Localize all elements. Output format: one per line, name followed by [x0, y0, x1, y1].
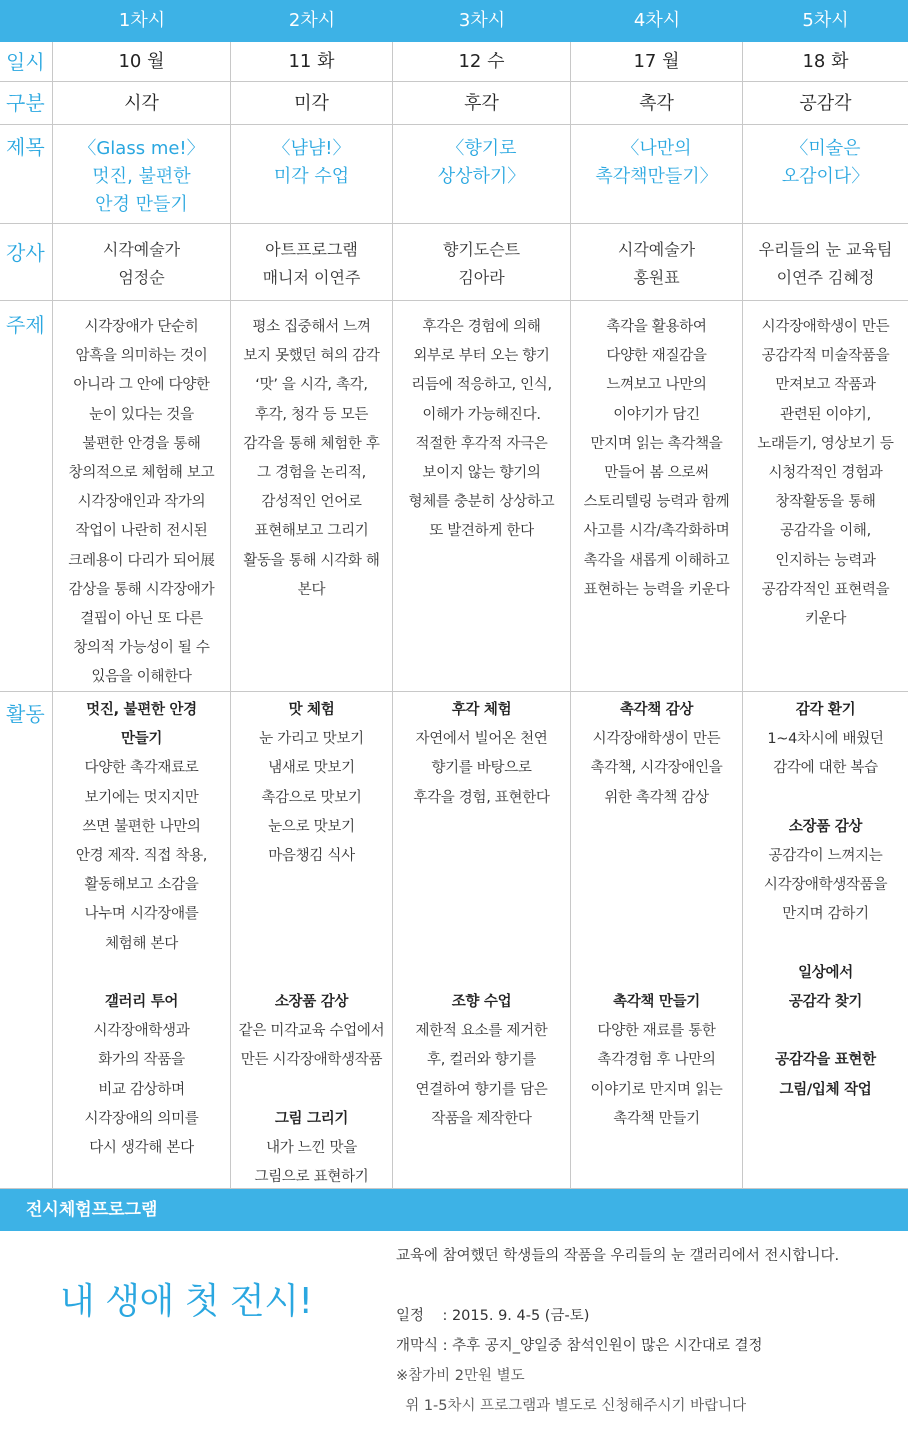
activity-title: 일상에서 공감각 찾기	[788, 964, 863, 1010]
activity-body: 1~4차시에 배웠던 감각에 대한 복습	[767, 731, 884, 777]
instructor-cell-5: 우리들의 눈 교육팀 이연주 김혜정	[758, 240, 893, 287]
date-label: 일시	[0, 42, 53, 81]
topic-cell-1: 시각장애가 단순히 암흑을 의미하는 것이 아니라 그 안에 다양한 눈이 있다는 것을 불편한 안경을 통해 창의적으로 체험해 보고 시각장애인과 작가의 작업이 나란히 전시된 크레용이 다리가 되어展 감상을 통해 시각장애가 결핍이 아닌 또 다른 창의적 가능성이 될 수 있음을 이해한다	[53, 301, 231, 691]
exhibition-bar	[0, 1189, 908, 1231]
activity-title: 촉각책 만들기	[613, 993, 700, 1010]
activity-body: 같은 미각교육 수업에서 만든 시각장애학생작품	[238, 1023, 385, 1069]
category-row	[0, 82, 908, 125]
exhibition-apply-note: 위 1-5차시 프로그램과 별도로 신청해주시기 바랍니다	[396, 1398, 747, 1414]
activity-body: 자연에서 빌어온 천연 향기를 바탕으로 후각을 경험, 표현한다	[413, 731, 550, 806]
activity-title: 그림 그리기	[274, 1110, 349, 1127]
instructor-cell-3: 향기도슨트 김아라	[393, 224, 571, 300]
activity-body: 시각장애학생과 화가의 작품을 비교 감상하며 시각장애의 의미를 다시 생각해 본다	[84, 1023, 199, 1157]
topic-cell-4: 촉각을 활용하여 다양한 재질감을 느껴보고 나만의 이야기가 담긴 만지며 읽는 촉각책을 만들어 봄 으로써 스토리텔링 능력과 함께 사고를 시각/촉각화하며 촉각을 새롭게 이해하고 표현하는 능력을 키운다	[571, 301, 743, 691]
exhibition-bar-label: 전시체험프로그램	[26, 1200, 158, 1220]
date-cell-4: 17 월	[571, 42, 743, 81]
topic-row	[0, 301, 908, 692]
date-row	[0, 42, 908, 82]
title-cell-5: 〈미술은 오감이다〉	[781, 138, 870, 187]
activity-title: 조향 수업	[451, 993, 512, 1010]
header-label-spacer	[0, 0, 53, 42]
activity-title: 감각 환기	[795, 702, 856, 718]
activity-title: 촉각책 감상	[619, 702, 694, 718]
exhibition-fee-note: ※참가비 2만원 별도	[396, 1368, 525, 1384]
activity-title: 후각 체험	[451, 702, 512, 718]
exhibition-schedule: 일정 : 2015. 9. 4-5 (금-토)	[396, 1308, 590, 1324]
session-header-row	[0, 0, 908, 42]
activity-title: 멋진, 불편한 안경 만들기	[86, 702, 197, 748]
session-header-2: 2차시	[288, 10, 336, 31]
session-header-5: 5차시	[802, 10, 849, 31]
topic-cell-2: 평소 집중해서 느껴 보지 못했던 혀의 감각 ‘맛’ 을 시각, 촉각, 후각, 청각 등 모든 감각을 통해 체험한 후 그 경험을 논리적, 감성적인 언어로 표현해보고 그리기 활동을 통해 시각화 해 본다	[231, 301, 393, 691]
activity-cell-5	[743, 692, 908, 1188]
instructor-row	[0, 224, 908, 301]
activity-title: 맛 체험	[288, 702, 335, 718]
category-label: 구분	[0, 82, 53, 124]
topic-cell-3: 후각은 경험에 의해 외부로 부터 오는 향기 리듬에 적응하고, 인식, 이해가 가능해진다. 적절한 후각적 자극은 보이지 않는 향기의 형체를 충분히 상상하고 또 발견하게 한다	[393, 301, 571, 691]
date-cell-1: 10 월	[53, 42, 231, 81]
exhibition-info	[396, 1244, 896, 1421]
activity-body: 다양한 촉각재료로 보기에는 멋지지만 쓰면 불편한 나만의 안경 제작. 직접 착용, 활동해보고 소감을 나누며 시각장애를 체험해 본다	[75, 760, 208, 952]
activity-body: 공감각이 느껴지는 시각장애학생작품을 만지며 감하기	[763, 848, 888, 923]
title-cell-1: 〈Glass me!〉 멋진, 불편한 안경 만들기	[53, 125, 231, 223]
activity-cell-3	[393, 692, 571, 1188]
activity-body: 눈 가리고 맛보기 냄새로 맛보기 촉감으로 맛보기 눈으로 맛보기 마음챙김 식사	[259, 731, 364, 865]
instructor-label: 강사	[0, 224, 53, 300]
topic-label: 주제	[0, 301, 53, 691]
activity-cell-2	[231, 692, 393, 1188]
session-header-3: 3차시	[458, 10, 506, 31]
instructor-cell-1: 시각예술가 엄정순	[53, 224, 231, 300]
activity-title: 공감각을 표현한 그림/입체 작업	[775, 1052, 876, 1098]
category-cell-1: 시각	[53, 82, 231, 124]
activity-label: 활동	[0, 692, 53, 1188]
category-cell-4: 촉각	[571, 82, 743, 124]
activity-body: 제한적 요소를 제거한 후, 컬러와 향기를 연결하여 향기를 담은 작품을 제작한다	[415, 1023, 548, 1127]
instructor-cell-2: 아트프로그램 매니저 이연주	[231, 224, 393, 300]
exhibition-intro: 교육에 참여했던 학생들의 작품을 우리들의 눈 갤러리에서 전시합니다.	[396, 1248, 840, 1264]
activity-body: 다양한 재료를 통한 촉각경험 후 나만의 이야기로 만지며 읽는 촉각책 만들기	[590, 1023, 723, 1127]
title-row	[0, 125, 908, 224]
activity-cell-4	[571, 692, 743, 1188]
activity-title: 소장품 감상	[788, 818, 863, 835]
title-cell-4: 〈나만의 촉각책만들기〉	[571, 125, 743, 223]
instructor-cell-4: 시각예술가 홍원표	[571, 224, 743, 300]
category-cell-3: 후각	[393, 82, 571, 124]
category-cell-2: 미각	[231, 82, 393, 124]
title-cell-2: 〈냠냠!〉 미각 수업	[231, 125, 393, 223]
activity-row	[0, 692, 908, 1189]
topic-cell-5: 시각장애학생이 만든 공감각적 미술작품을 만져보고 작품과 관련된 이야기, 노래듣기, 영상보기 등 시청각적인 경험과 창작활동을 통해 공감각을 이해, 인지하는 능력과 공감각적인 표현력을 키운다	[757, 319, 894, 628]
exhibition-title: 내 생애 첫 전시!	[60, 1281, 313, 1322]
date-cell-5: 18 화	[802, 51, 849, 72]
category-cell-5: 공감각	[799, 93, 852, 114]
activity-title: 소장품 감상	[274, 993, 349, 1010]
exhibition-opening: 개막식 : 추후 공지_양일중 참석인원이 많은 시간대로 결정	[396, 1338, 763, 1354]
title-cell-3: 〈향기로 상상하기〉	[393, 125, 571, 223]
session-header-4: 4차시	[633, 10, 681, 31]
session-header-1: 1차시	[118, 10, 166, 31]
date-cell-2: 11 화	[231, 42, 393, 81]
activity-body: 내가 느낀 맛을 그림으로 표현하기	[254, 1139, 369, 1186]
activity-title: 갤러리 투어	[104, 994, 179, 1011]
date-cell-3: 12 수	[393, 42, 571, 81]
activity-body: 시각장애학생이 만든 촉각책, 시각장애인을 위한 촉각책 감상	[590, 731, 723, 806]
title-label: 제목	[0, 125, 53, 223]
activity-cell-1	[53, 692, 231, 1188]
